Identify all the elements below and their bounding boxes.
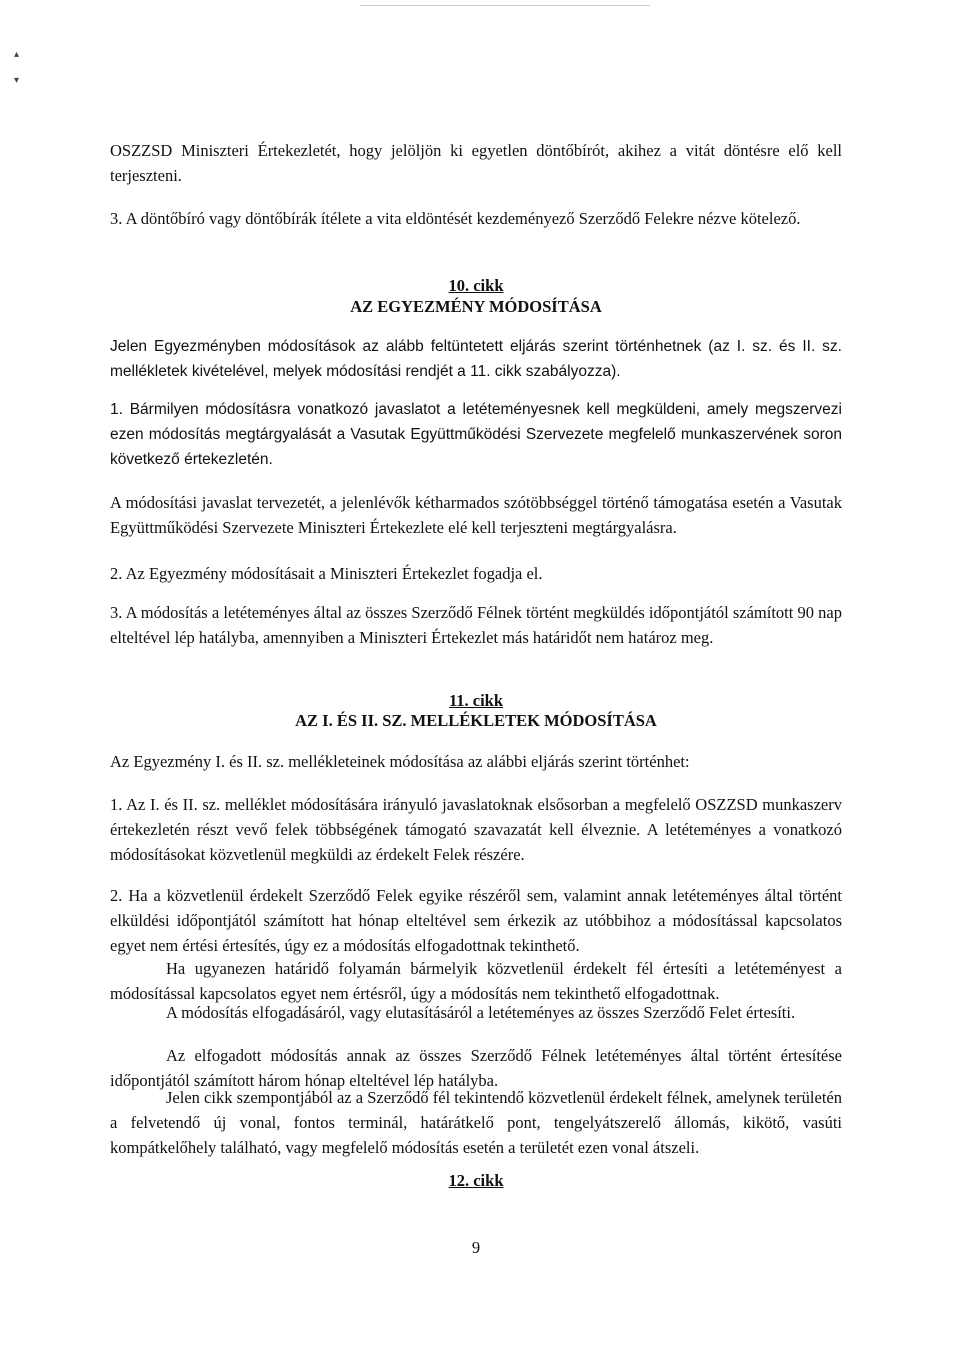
- paragraph-3: 3. A döntőbíró vagy döntőbírák ítélete a vita eldöntését kezdeményező Szerződő Felekre nézve kötelező.: [110, 209, 801, 228]
- scan-speck: ▴: [14, 49, 20, 60]
- article-11-paragraph-6: Jelen cikk szempontjából az a Szerződő fél tekintendő közvetlenül érdekelt félnek, amelynek területén a felvetendő új vonal, fontos terminál, határátkelő pont, tengelyátszerelő állomás, kikötő, vasúti kompátkelőhely található, vagy megfelelő módosítás esetén a területét ezen vonal átszeli.: [110, 1088, 842, 1157]
- article-11-number: 11. cikk: [448, 691, 504, 710]
- article-11-paragraph-4: A módosítás elfogadásáról, vagy elutasításáról a letéteményes az összes Szerződő Felet értesíti.: [166, 1003, 796, 1022]
- page-number: 9: [471, 1238, 481, 1257]
- article-11-title: AZ I. ÉS II. SZ. MELLÉKLETEK MÓDOSÍTÁSA: [295, 711, 657, 730]
- article-10-lead: Jelen Egyezményben módosítások az alább feltüntetett eljárás szerint történhetnek (az I. sz. és II. sz. mellékletek kivételével, melyek módosítási rendjét a 11. cikk szabályozza).: [110, 338, 842, 380]
- article-12-number: 12. cikk: [448, 1171, 504, 1190]
- article-10-paragraph-1: 1. Bármilyen módosításra vonatkozó javaslatot a letéteményesnek kell megküldeni, amely megszervezi ezen módosítás megtárgyalását a Vasutak Együttműködési Szervezete megfelelő munkaszervének soron következő értekezletén.: [110, 401, 842, 468]
- article-11-paragraph-5: Az elfogadott módosítás annak az összes Szerződő Félnek letéteményes által történt értesítése időpontjától számított három hónap elteltével lép hatályba.: [110, 1046, 842, 1090]
- article-10-paragraph-2: 2. Az Egyezmény módosításait a Miniszteri Értekezlet fogadja el.: [110, 564, 543, 583]
- article-11-paragraph-3: Ha ugyanezen határidő folyamán bármelyik közvetlenül érdekelt fél értesíti a letéteményest a módosítással kapcsolatos egyet nem értésről, úgy a módosítás nem tekinthető elfogadottnak.: [110, 959, 842, 1003]
- scan-speck: ▾: [14, 75, 20, 86]
- article-11-lead: Az Egyezmény I. és II. sz. mellékleteinek módosítása az alábbi eljárás szerint történhet:: [110, 752, 690, 771]
- article-10-number: 10. cikk: [448, 276, 504, 295]
- article-11-paragraph-2: 2. Ha a közvetlenül érdekelt Szerződő Felek egyike részéről sem, valamint annak letéteményes által történt elküldési időpontjától számított hat hónap elteltével sem érkezik az utóbbihoz a módosítással kapcsolatos egyet nem értési értesítés, úgy ez a módosítás elfogadottnak tekinthető.: [110, 886, 842, 955]
- article-10-paragraph-1b: A módosítási javaslat tervezetét, a jelenlévők kétharmados szótöbbséggel történő támogatása esetén a Vasutak Együttműködési Szervezete Miniszteri Értekezlete elé kell terjeszteni megtárgyalásra.: [110, 493, 842, 537]
- scan-top-rule: [360, 5, 650, 6]
- article-10-title: AZ EGYEZMÉNY MÓDOSÍTÁSA: [350, 297, 602, 316]
- article-11-paragraph-1: 1. Az I. és II. sz. melléklet módosítására irányuló javaslatoknak elsősorban a megfelelő OSZZSD munkaszerv értekezletén részt vevő felek többségének támogató szavazatát kell élveznie. A letéteményes a vonatkozó módosításokat közvetlenül megküldi az érdekelt Felek részére.: [110, 795, 842, 864]
- article-10-paragraph-3: 3. A módosítás a letéteményes által az összes Szerződő Félnek történt megküldés időpontjától számított 90 nap elteltével lép hatályba, amennyiben a Miniszteri Értekezlet más határidőt nem határoz meg.: [110, 603, 842, 647]
- intro-paragraph: OSZZSD Miniszteri Értekezletét, hogy jelöljön ki egyetlen döntőbírót, akihez a vitát döntésre elő kell terjeszteni.: [110, 141, 842, 185]
